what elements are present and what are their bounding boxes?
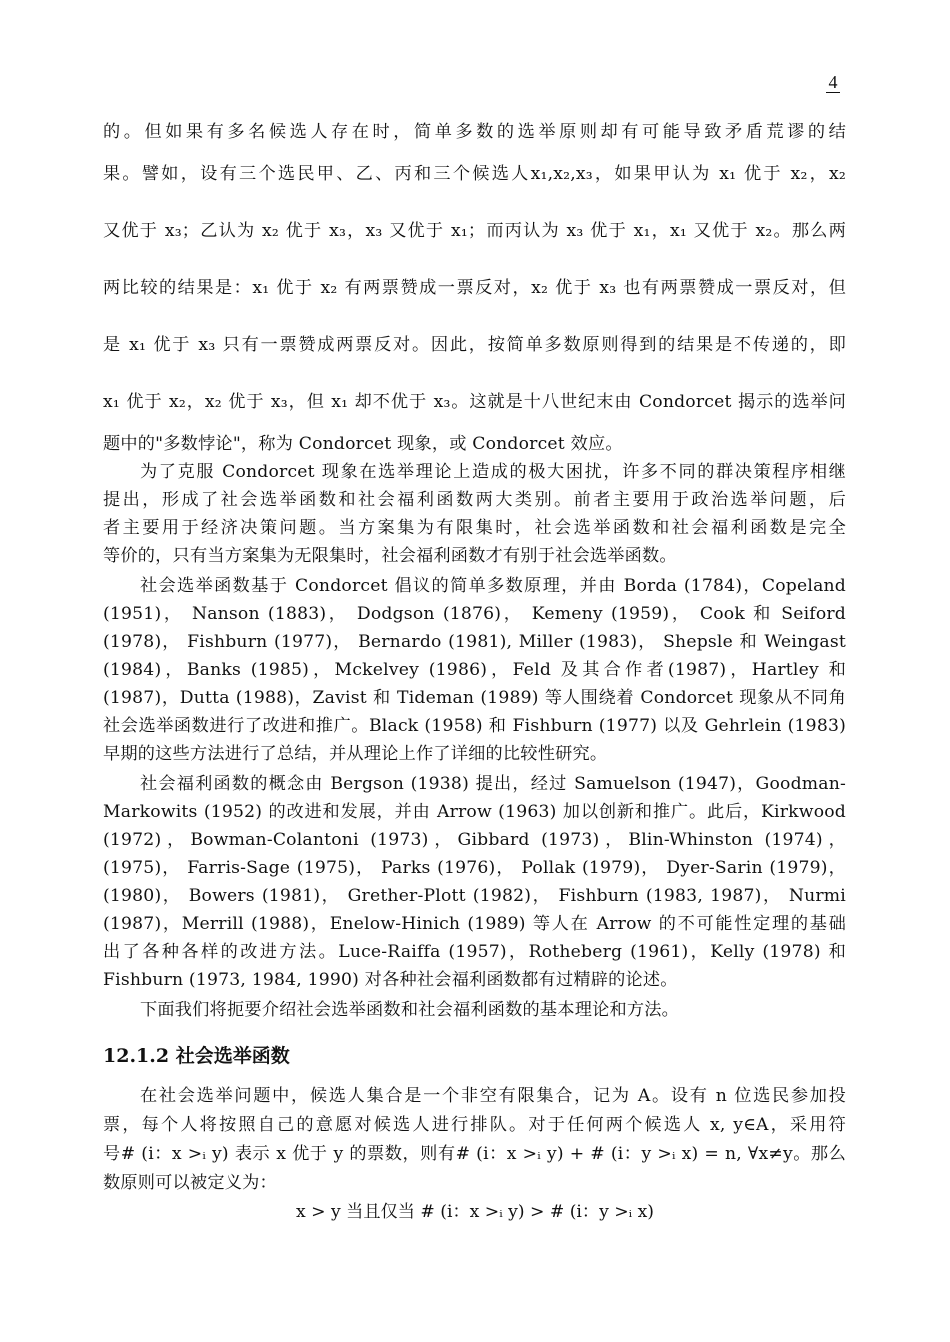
text-line: Fishburn (1973, 1984, 1990) 对各种社会福利函数都有过精辟的论述。 bbox=[103, 970, 678, 990]
text-line: 的。但如果有多名候选人存在时，简单多数的选举原则却有可能导致矛盾荒谬的结 bbox=[103, 122, 846, 142]
text-line: 号# (i：x >ᵢ y) 表示 x 优于 y 的票数，则有# (i：x >ᵢ y) + # (i：y >ᵢ x) = n, ∀x≠y。那么 bbox=[103, 1144, 846, 1164]
text-line: 数原则可以被定义为： bbox=[103, 1173, 277, 1193]
text-line: x₁ 优于 x₂，x₂ 优于 x₃，但 x₁ 却不优于 x₃。这就是十八世纪末由 Condorcet 揭示的选举问 bbox=[103, 392, 846, 412]
text-line: 果。譬如，设有三个选民甲、乙、丙和三个候选人x₁,x₂,x₃，如果甲认为 x₁ 优于 x₂，x₂ bbox=[103, 164, 846, 184]
text-line: 提出，形成了社会选举函数和社会福利函数两大类别。前者主要用于政治选举问题，后 bbox=[103, 490, 846, 510]
text-line: 在社会选举问题中，候选人集合是一个非空有限集合，记为 A。设有 n 位选民参加投 bbox=[140, 1086, 846, 1106]
text-line: 社会福利函数的概念由 Bergson (1938) 提出，经过 Samuelson (1947)，Goodman- bbox=[140, 774, 846, 794]
page-number: 4 bbox=[826, 72, 840, 93]
text-line: 者主要用于经济决策问题。当方案集为有限集时，社会选举函数和社会福利函数是完全 bbox=[103, 518, 846, 538]
text-line: (1984)，Banks (1985)，Mckelvey (1986)，Feld 及其合作者(1987)，Hartley 和 bbox=[103, 660, 846, 680]
text-line: 社会选举函数进行了改进和推广。Black (1958) 和 Fishburn (1977) 以及 Gehrlein (1983) bbox=[103, 716, 846, 736]
text-line: 早期的这些方法进行了总结，并从理论上作了详细的比较性研究。 bbox=[103, 744, 608, 764]
majority-rule-formula: x > y 当且仅当 # (i：x >ᵢ y) > # (i：y >ᵢ x) bbox=[295, 1202, 655, 1222]
text-line: 社会选举函数基于 Condorcet 倡议的简单多数原理，并由 Borda (1784)，Copeland bbox=[140, 576, 846, 596]
text-line: 票，每个人将按照自己的意愿对候选人进行排队。对于任何两个候选人 x, y∈A，采用符 bbox=[103, 1115, 846, 1135]
text-line: (1987)，Dutta (1988)，Zavist 和 Tideman (1989) 等人围绕着 Condorcet 现象从不同角 bbox=[103, 688, 846, 708]
text-line: (1972)，Bowman-Colantoni (1973)，Gibbard (1973)，Blin-Whinston (1974)， bbox=[103, 830, 846, 850]
text-line: (1980)， Bowers (1981)， Grether-Plott (1982)， Fishburn (1983, 1987)， Nurmi bbox=[103, 886, 846, 906]
text-line: 两比较的结果是：x₁ 优于 x₂ 有两票赞成一票反对，x₂ 优于 x₃ 也有两票赞成一票反对，但 bbox=[103, 278, 846, 298]
text-line: 题中的"多数悖论"，称为 Condorcet 现象，或 Condorcet 效应。 bbox=[103, 434, 623, 454]
text-line: 又优于 x₃；乙认为 x₂ 优于 x₃，x₃ 又优于 x₁；而丙认为 x₃ 优于 x₁，x₁ 又优于 x₂。那么两 bbox=[103, 221, 846, 241]
text-line: 下面我们将扼要介绍社会选举函数和社会福利函数的基本理论和方法。 bbox=[140, 1000, 680, 1020]
text-line: 等价的，只有当方案集为无限集时，社会福利函数才有别于社会选举函数。 bbox=[103, 546, 677, 566]
text-line: 为了克服 Condorcet 现象在选举理论上造成的极大困扰，许多不同的群决策程序相继 bbox=[140, 462, 846, 482]
section-heading: 12.1.2 社会选举函数 bbox=[103, 1045, 290, 1067]
text-line: 出了各种各样的改进方法。Luce-Raiffa (1957)，Rotheberg (1961)，Kelly (1978) 和 bbox=[103, 942, 846, 962]
text-line: (1978)， Fishburn (1977)， Bernardo (1981), Miller (1983)， Shepsle 和 Weingast bbox=[103, 632, 846, 652]
text-line: Markowits (1952) 的改进和发展，并由 Arrow (1963) 加以创新和推广。此后，Kirkwood bbox=[103, 802, 846, 822]
text-line: (1975)， Farris-Sage (1975)， Parks (1976)， Pollak (1979)， Dyer-Sarin (1979)， bbox=[103, 858, 846, 878]
text-line: (1987)，Merrill (1988)，Enelow-Hinich (1989) 等人在 Arrow 的不可能性定理的基础 bbox=[103, 914, 846, 934]
text-line: (1951)， Nanson (1883)， Dodgson (1876)， Kemeny (1959)， Cook 和 Seiford bbox=[103, 604, 846, 624]
text-line: 是 x₁ 优于 x₃ 只有一票赞成两票反对。因此，按简单多数原则得到的结果是不传递的，即 bbox=[103, 335, 846, 355]
